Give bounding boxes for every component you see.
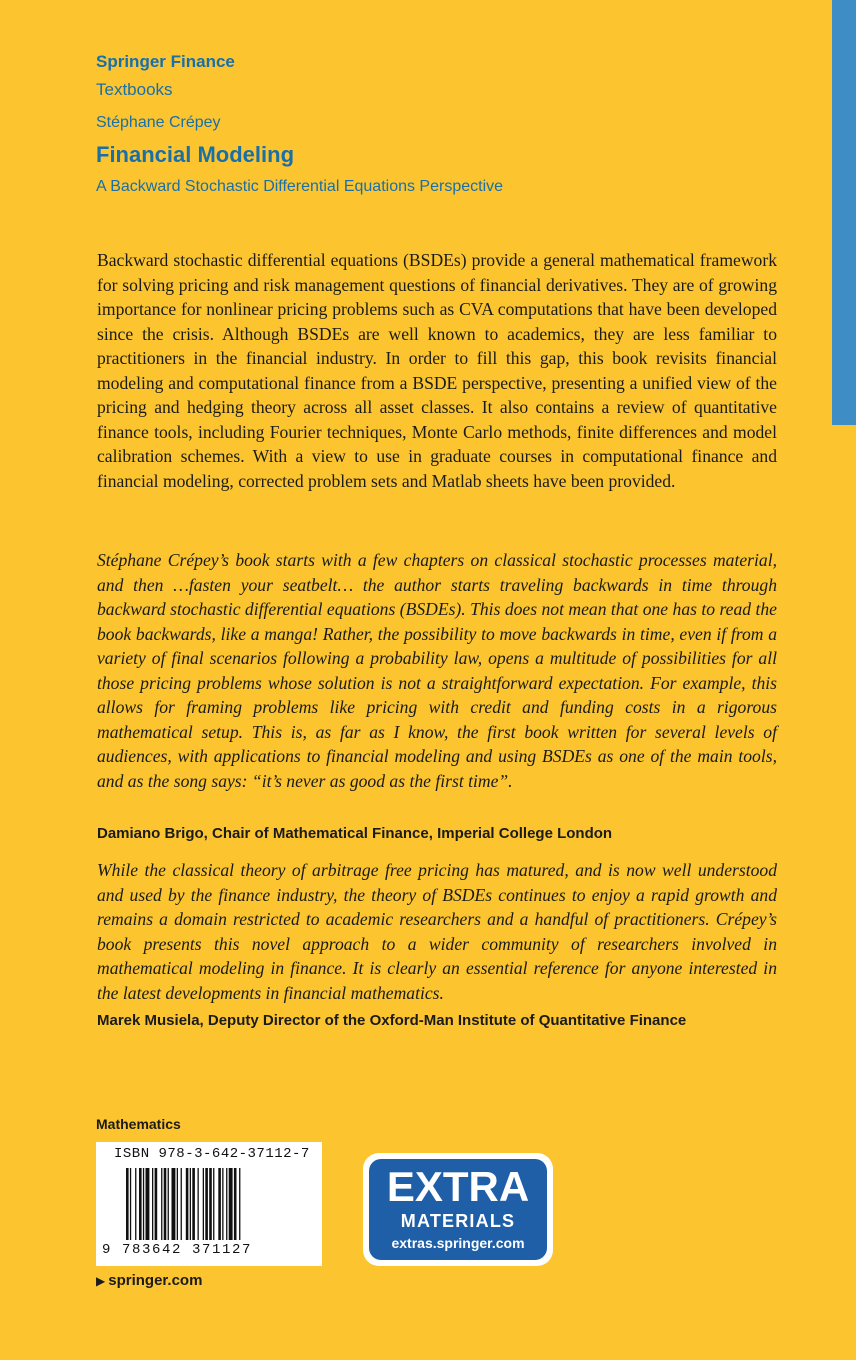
review-attribution-1: Damiano Brigo, Chair of Mathematical Finance, Imperial College London xyxy=(97,825,613,842)
website-link[interactable] xyxy=(96,1272,202,1289)
review-quote-2: While the classical theory of arbitrage free pricing has matured, and is now well understood and used by the finance industry, the theory of BSDEs continues to enjoy a rapid growth and remains a domain restricted to academic researchers and a handful of practitioners. Crépey’s book presents this novel approach to a wider community of researchers involved in mathematical modeling in finance. It is clearly an essential reference for anyone interested in the latest developments in financial mathematics. xyxy=(97,860,777,1003)
barcode-bar xyxy=(213,1168,214,1240)
book-subtitle: A Backward Stochastic Differential Equations Perspective xyxy=(96,178,504,195)
barcode-bar xyxy=(209,1168,212,1240)
description-paragraph: Backward stochastic differential equations (BSDEs) provide a general mathematical framework for solving pricing and risk management questions of financial derivatives. They are of growing importance for nonlinear pricing problems such as CVA computations that have been developed since the crisis. Although BSDEs are well known to academics, they are less familiar to practitioners in the financial industry. In order to fill this gap, this book revisits financial modeling and computational finance from a BSDE perspective, presenting a unified view of the pricing and hedging theory across all asset classes. It also contains a review of quantitative finance tools, including Fourier techniques, Monte Carlo methods, finite differences and model calibration schemes. With a view to use in graduate courses in computational finance and financial modeling, corrected problem sets and Matlab sheets have been provided. xyxy=(97,250,777,491)
book-title: Financial Modeling xyxy=(96,142,295,167)
badge-line2: MATERIALS xyxy=(400,1211,516,1231)
barcode-bar xyxy=(172,1168,176,1240)
review-quote-1: Stéphane Crépey’s book starts with a few chapters on classical stochastic processes material, and then …fasten your seatbelt… the author starts traveling backwards in time through backward stochastic differential equations (BSDEs). This does not mean that one has to read the book backwards, like a manga! Rather, the possibility to move backwards in time, even if from a variety of final scenarios following a probability law, opens a multitude of possibilities for all those pricing problems whose solution is not a straightforward expectation. For example, this allows for framing problems like pricing with credit and funding costs in a rigorous mathematical setup. This is, as far as I know, the first book written for several levels of audiences, with applications to financial modeling and using BSDEs as one of the main tools, and as the song says: “it’s never as good as the first time”. xyxy=(97,550,777,791)
review-attribution-2: Marek Musiela, Deputy Director of the Oxford-Man Institute of Quantitative Finance xyxy=(97,1012,687,1029)
barcode-digits: 9 783642 371127 xyxy=(102,1242,253,1258)
barcode-bar xyxy=(130,1168,131,1240)
barcode-bars xyxy=(126,1168,302,1240)
barcode-bar xyxy=(239,1168,240,1240)
barcode-bar xyxy=(218,1168,221,1240)
barcode-bar xyxy=(135,1168,136,1240)
extra-materials-badge[interactable] xyxy=(363,1153,553,1266)
badge-url: extras.springer.com xyxy=(391,1235,525,1251)
barcode-bar xyxy=(229,1168,233,1240)
barcode-bar xyxy=(222,1168,223,1240)
badge-line1: EXTRA xyxy=(386,1163,530,1210)
barcode xyxy=(96,1142,322,1266)
badge-inner xyxy=(369,1159,547,1260)
barcode-bar xyxy=(161,1168,162,1240)
author-name: Stéphane Crépey xyxy=(96,114,221,131)
arrow-right-icon: ▶ xyxy=(96,1274,106,1288)
barcode-bar xyxy=(203,1168,204,1240)
barcode-bar xyxy=(226,1168,227,1240)
series-block xyxy=(96,48,235,104)
series-subname: Textbooks xyxy=(96,80,173,99)
website-text: springer.com xyxy=(108,1272,203,1289)
barcode-bar xyxy=(205,1168,208,1240)
barcode-bar xyxy=(198,1168,199,1240)
barcode-bar xyxy=(186,1168,189,1240)
barcode-bar xyxy=(146,1168,150,1240)
barcode-bar xyxy=(155,1168,158,1240)
barcode-bar xyxy=(168,1168,169,1240)
isbn-text: ISBN 978-3-642-37112-7 xyxy=(114,1146,310,1162)
subject-label: Mathematics xyxy=(96,1116,181,1132)
barcode-bar xyxy=(177,1168,178,1240)
barcode-bar xyxy=(181,1168,182,1240)
barcode-bar xyxy=(126,1168,129,1240)
barcode-bar xyxy=(164,1168,167,1240)
barcode-bar xyxy=(143,1168,144,1240)
barcode-bar xyxy=(190,1168,191,1240)
barcode-bar xyxy=(139,1168,142,1240)
series-name: Springer Finance xyxy=(96,52,235,71)
barcode-bar xyxy=(234,1168,237,1240)
barcode-bar xyxy=(192,1168,195,1240)
barcode-bar xyxy=(152,1168,153,1240)
side-accent-bar xyxy=(832,0,856,425)
